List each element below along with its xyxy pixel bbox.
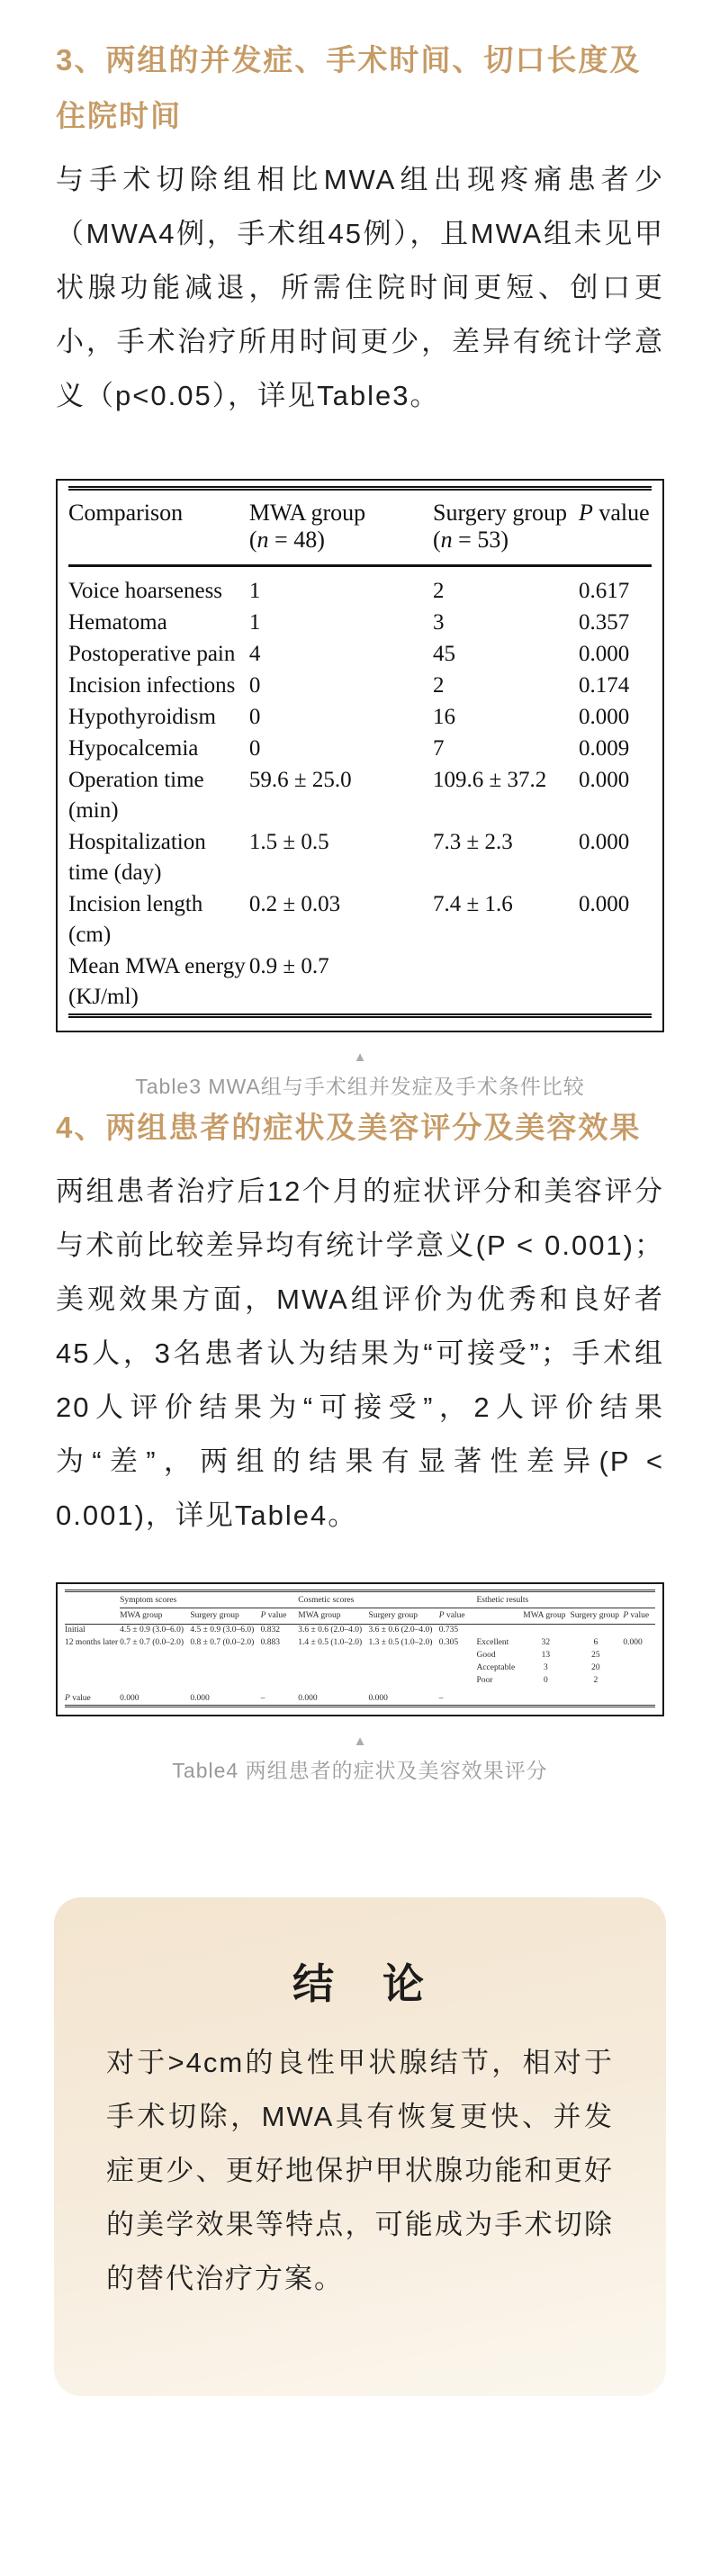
table-row: [68, 566, 652, 608]
cell-surgery: 45: [432, 642, 455, 666]
cell: 3.6 ± 0.6 (2.0–4.0): [368, 1626, 433, 1635]
header-text: (: [248, 527, 257, 553]
table-row: [68, 608, 652, 639]
table-row-esthetic: [65, 1650, 655, 1662]
header-mwa-group: MWA group: [120, 1608, 190, 1624]
header-mwa-group: MWA group: [298, 1608, 368, 1624]
header-text: value: [266, 1610, 287, 1620]
empty-cell: [65, 1675, 476, 1688]
cell: –: [260, 1693, 266, 1703]
cell-mwa: 1: [248, 579, 261, 603]
cell: 0.8 ± 0.7 (0.0–2.0): [190, 1638, 255, 1647]
cell-surgery: 2: [432, 579, 445, 603]
cell-surgery: 2: [432, 673, 445, 698]
table-row: [68, 889, 652, 951]
header-text: value: [628, 1610, 650, 1620]
header-p-value: [439, 1608, 477, 1624]
cell-comparison: Postoperative pain: [68, 642, 236, 666]
empty-cell: [65, 1608, 120, 1624]
cell-mwa: 0: [248, 705, 261, 729]
empty-cell: [623, 1624, 655, 1637]
header-surgery-group: Surgery group: [571, 1608, 624, 1624]
label-text: value: [69, 1693, 91, 1703]
cell-p: [579, 951, 652, 1016]
cell-comparison: Incision length (cm): [68, 892, 203, 947]
table3-header-p-value: [579, 489, 652, 566]
row-label: 12 months later: [65, 1638, 119, 1647]
cell-p: 0.000: [578, 892, 630, 916]
empty-cell: [571, 1624, 624, 1637]
section-3-paragraph: 与手术切除组相比MWA组出现疼痛患者少（MWA4例，手术组45例），且MWA组未见甲状腺功能减退，所需住院时间更短、创口更小，手术治疗所用时间更少，差异有统计学意义（p<0.05），详见Table3。: [56, 164, 664, 411]
table3: [68, 486, 652, 1018]
cell: [623, 1662, 655, 1675]
cell: [623, 1650, 655, 1662]
table4-figure: [56, 1582, 664, 1716]
table3-header-comparison: [68, 489, 249, 566]
cell-surgery: 3: [432, 610, 445, 635]
header-text: value: [592, 500, 650, 526]
header-surgery-group: Surgery group: [369, 1608, 439, 1624]
table4-group-header-row: [65, 1591, 655, 1608]
cell-surgery: 109.6 ± 37.2: [432, 768, 547, 792]
header-mwa-group: MWA group: [523, 1608, 570, 1624]
cell: 1.3 ± 0.5 (1.0–2.0): [368, 1638, 433, 1647]
cell-surgery: 7: [432, 736, 445, 761]
table4-column-header-row: [65, 1608, 655, 1624]
section-4-paragraph: 两组患者治疗后12个月的症状评分和美容评分与术前比较差异均有统计学意义(P < 0.001)；美观效果方面，MWA组评价为优秀和良好者45人，3名患者认为结果为“可接受”；手术组20人评价结果为“可接受”，2人评价结果为“差”，两组的结果有显著性差异(P < 0.001)，详见Table4。: [56, 1175, 664, 1531]
empty-cell: [523, 1688, 570, 1707]
group-esthetic-results: Esthetic results: [476, 1591, 655, 1608]
cell-comparison: Incision infections: [68, 673, 236, 698]
table3-header-mwa-group: [249, 489, 433, 566]
cell: 0.000: [120, 1693, 140, 1703]
header-p-value: [261, 1608, 299, 1624]
cell: 3: [544, 1663, 548, 1672]
cell: 3.6 ± 0.6 (2.0–4.0): [298, 1626, 363, 1635]
cell: 0.000: [623, 1638, 643, 1647]
table4-caption-text: Table4 两组患者的症状及美容效果评分: [172, 1759, 548, 1782]
cell-comparison: Mean MWA energy (KJ/ml): [68, 954, 246, 1009]
cell-p: 0.357: [578, 610, 630, 635]
table3-figure: [56, 479, 664, 1032]
cell-mwa: 0.9 ± 0.7: [248, 954, 329, 978]
row-label: [65, 1688, 120, 1707]
cell-p: 0.000: [578, 642, 630, 666]
cell-p: 0.000: [578, 768, 630, 792]
cell: [623, 1675, 655, 1688]
cell-mwa: 1: [248, 610, 261, 635]
table-row: [68, 734, 652, 765]
cell: 0.7 ± 0.7 (0.0–2.0): [120, 1638, 184, 1647]
row-label: Excellent: [476, 1638, 509, 1647]
table-row: [68, 671, 652, 702]
cell-mwa: 0: [248, 736, 261, 761]
cell: 1.4 ± 0.5 (1.0–2.0): [298, 1638, 363, 1647]
cell: 25: [591, 1651, 600, 1660]
cell: 0.735: [438, 1626, 459, 1635]
group-symptom-scores: Symptom scores: [120, 1591, 298, 1608]
empty-cell: [623, 1688, 655, 1707]
header-text: (: [432, 527, 441, 553]
table3-header-surgery-group: [433, 489, 579, 566]
conclusion-box: [54, 1897, 666, 2396]
cell: 0: [544, 1676, 548, 1685]
table-row: [68, 827, 652, 889]
section-3-heading: 3、两组的并发症、手术时间、切口长度及住院时间: [56, 43, 642, 132]
cell-mwa: 0.2 ± 0.03: [248, 892, 341, 916]
cell-comparison: Hypocalcemia: [68, 736, 199, 761]
caption-arrow-icon: ▲: [353, 1734, 367, 1749]
row-label: Initial: [65, 1626, 86, 1635]
table3-caption: [56, 1050, 664, 1100]
cell-p: 0.000: [578, 705, 630, 729]
cell-mwa: 4: [248, 642, 261, 666]
table-row: [68, 765, 652, 827]
empty-cell: [476, 1608, 523, 1624]
header-text: Comparison: [68, 500, 184, 526]
cell: 0.883: [260, 1638, 280, 1647]
italic-p: P: [65, 1693, 70, 1703]
table-row-esthetic: [65, 1662, 655, 1675]
row-label: Poor: [476, 1676, 493, 1685]
cell: 13: [541, 1651, 551, 1660]
cell: 4.5 ± 0.9 (3.0–6.0): [190, 1626, 255, 1635]
cell: 0.000: [190, 1693, 210, 1703]
cell-comparison: Voice hoarseness: [68, 579, 223, 603]
cell: 2: [593, 1676, 598, 1685]
cell: 0.000: [298, 1693, 318, 1703]
header-text: = 53): [452, 527, 508, 553]
cell-mwa: 0: [248, 673, 261, 698]
italic-p: P: [623, 1610, 629, 1620]
header-surgery-group: Surgery group: [190, 1608, 260, 1624]
italic-p: P: [578, 500, 593, 526]
header-text: Surgery group: [432, 500, 567, 526]
cell-surgery: 7.4 ± 1.6: [432, 892, 513, 916]
table-row-initial: [65, 1624, 655, 1637]
cell-comparison: Hospitalization time (day): [68, 830, 206, 885]
cell: 0.305: [438, 1638, 459, 1647]
empty-cell: [523, 1624, 570, 1637]
empty-cell: [65, 1650, 476, 1662]
cell-comparison: Hematoma: [68, 610, 167, 635]
caption-arrow-icon: ▲: [353, 1049, 367, 1065]
table4-caption: [56, 1734, 664, 1784]
empty-cell: [476, 1688, 523, 1707]
empty-cell: [571, 1688, 624, 1707]
italic-n: n: [256, 527, 269, 553]
table-row: [68, 639, 652, 671]
cell-comparison: Hypothyroidism: [68, 705, 216, 729]
cell-surgery: 16: [432, 705, 455, 729]
table4: [65, 1590, 655, 1707]
table-row-p-value: [65, 1688, 655, 1707]
empty-cell: [65, 1662, 476, 1675]
header-p-value: [623, 1608, 655, 1624]
header-text: = 48): [268, 527, 325, 553]
cell-surgery: [433, 951, 579, 1016]
empty-cell: [476, 1624, 523, 1637]
conclusion-title: 结 论: [292, 1960, 428, 2007]
group-cosmetic-scores: Cosmetic scores: [298, 1591, 476, 1608]
cell: 32: [541, 1638, 551, 1647]
italic-p: P: [260, 1610, 266, 1620]
table-row: [68, 951, 652, 1016]
conclusion-paragraph: 对于>4cm的良性甲状腺结节，相对于手术切除，MWA具有恢复更快、并发症更少、更好地保护甲状腺功能和更好的美学效果等特点，可能成为手术切除的替代治疗方案。: [106, 2047, 614, 2294]
cell-p: 0.000: [578, 830, 630, 854]
cell: 0.000: [368, 1693, 388, 1703]
cell-p: 0.617: [578, 579, 630, 603]
italic-p: P: [438, 1610, 445, 1620]
empty-cell: [65, 1591, 120, 1608]
cell-p: 0.174: [578, 673, 630, 698]
cell: 6: [593, 1638, 598, 1647]
row-label: Good: [476, 1651, 496, 1660]
header-text: value: [444, 1610, 465, 1620]
cell: 20: [591, 1663, 600, 1672]
italic-n: n: [440, 527, 453, 553]
row-label: Acceptable: [476, 1663, 516, 1672]
cell: –: [438, 1693, 444, 1703]
cell-p: 0.009: [578, 736, 630, 761]
cell: 4.5 ± 0.9 (3.0–6.0): [120, 1626, 184, 1635]
table-row-esthetic: [65, 1675, 655, 1688]
section-4-heading: 4、两组患者的症状及美容评分及美容效果: [56, 1111, 642, 1144]
cell: 0.832: [260, 1626, 280, 1635]
table-row-12-months: [65, 1637, 655, 1650]
cell-surgery: 7.3 ± 2.3: [432, 830, 513, 854]
table3-caption-text: Table3 MWA组与手术组并发症及手术条件比较: [135, 1075, 585, 1098]
header-text: MWA group: [248, 500, 366, 526]
cell-comparison: Operation time (min): [68, 768, 204, 823]
table3-header-row: [68, 489, 652, 566]
cell-mwa: 1.5 ± 0.5: [248, 830, 329, 854]
cell-mwa: 59.6 ± 25.0: [248, 768, 352, 792]
bottom-whitespace: [0, 2396, 720, 2576]
table-row: [68, 702, 652, 734]
